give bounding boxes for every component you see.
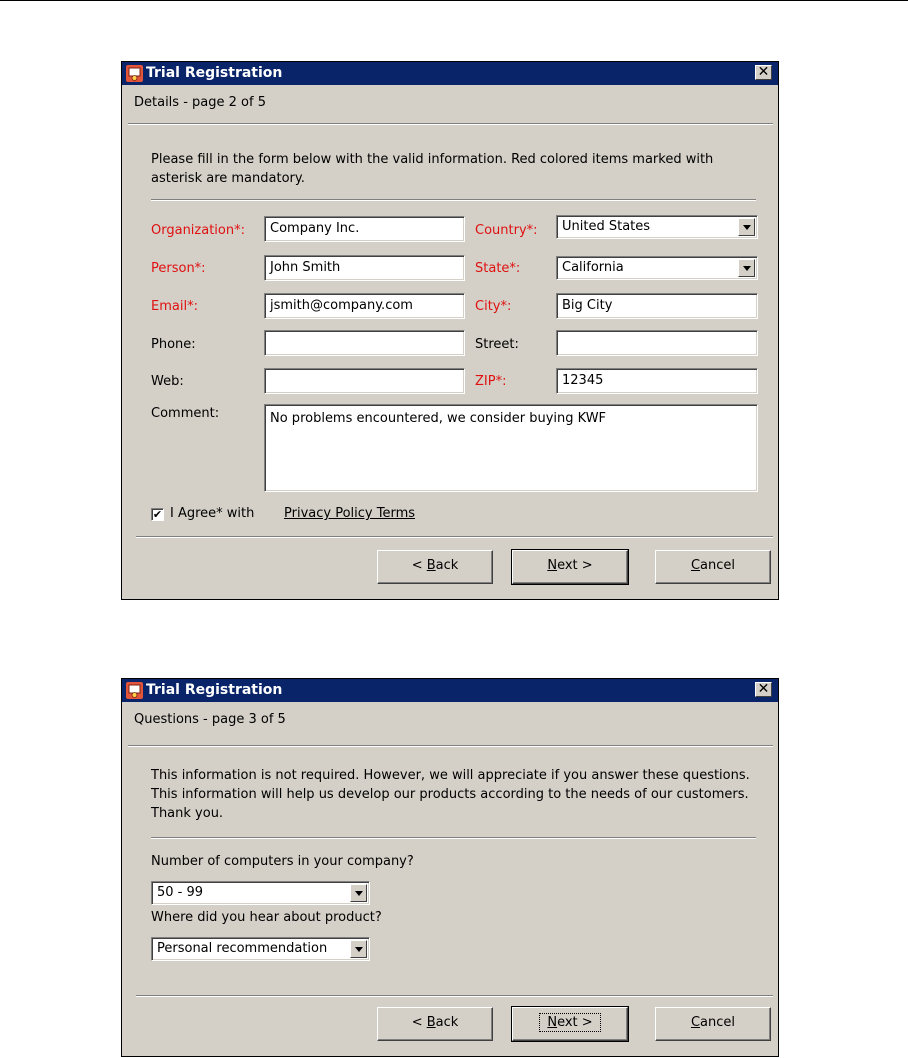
privacy-policy-link[interactable]: Privacy Policy Terms: [284, 506, 416, 521]
back-button[interactable]: < Back: [377, 550, 493, 584]
person-label: Person*:: [151, 261, 206, 276]
header-divider: [128, 123, 773, 125]
app-registration-icon: [126, 65, 143, 82]
computers-question-label: Number of computers in your company?: [151, 854, 414, 869]
footer-divider: [136, 536, 773, 538]
chevron-down-icon[interactable]: [738, 259, 755, 277]
page-subtitle: Questions - page 3 of 5: [134, 712, 286, 727]
state-value: California: [562, 260, 624, 275]
chevron-down-icon[interactable]: [350, 884, 367, 902]
title-bar[interactable]: [122, 62, 778, 85]
organization-label: Organization*:: [151, 223, 245, 238]
email-input[interactable]: jsmith@company.com: [264, 293, 465, 319]
trial-registration-details-dialog: [121, 61, 779, 600]
email-label: Email*:: [151, 299, 198, 314]
chevron-down-icon[interactable]: [738, 218, 755, 236]
intro-divider: [151, 199, 756, 201]
close-icon[interactable]: ✕: [755, 682, 772, 697]
next-button[interactable]: Next >: [512, 550, 628, 584]
source-select[interactable]: [151, 937, 370, 961]
zip-label: ZIP*:: [475, 374, 507, 389]
phone-label: Phone:: [151, 337, 196, 352]
street-label: Street:: [475, 337, 519, 352]
source-value: Personal recommendation: [157, 941, 328, 956]
instructions-text: Please fill in the form below with the valid information. Red colored items marked with asterisk are mandatory.: [151, 152, 714, 186]
title-bar[interactable]: [122, 679, 778, 702]
country-select[interactable]: [556, 215, 758, 239]
comment-textarea[interactable]: No problems encountered, we consider buying KWF: [264, 404, 758, 492]
city-label: City*:: [475, 299, 512, 314]
source-question-label: Where did you hear about product?: [151, 910, 382, 925]
comment-label: Comment:: [151, 406, 220, 421]
state-label: State*:: [475, 261, 521, 276]
window-title: Trial Registration: [146, 682, 283, 698]
app-registration-icon: [126, 682, 143, 699]
header-divider: [128, 745, 773, 747]
top-rule: [0, 0, 908, 1]
country-value: United States: [562, 219, 651, 234]
web-label: Web:: [151, 374, 184, 389]
agree-label[interactable]: I Agree* with: [170, 506, 255, 521]
intro-divider: [151, 837, 756, 839]
footer-divider: [136, 995, 773, 997]
trial-registration-questions-dialog: [121, 678, 779, 1057]
agree-checkbox[interactable]: ✔: [152, 508, 163, 521]
street-input[interactable]: [556, 330, 758, 356]
person-input[interactable]: John Smith: [264, 255, 465, 281]
next-button[interactable]: Next >: [512, 1007, 628, 1041]
computers-value: 50 - 99: [157, 885, 204, 900]
computers-select[interactable]: [151, 881, 370, 905]
state-select[interactable]: [556, 256, 758, 280]
web-input[interactable]: [264, 368, 465, 394]
window-title: Trial Registration: [146, 65, 283, 81]
cancel-button[interactable]: Cancel: [655, 550, 771, 584]
chevron-down-icon[interactable]: [350, 940, 367, 958]
zip-input[interactable]: 12345: [556, 368, 758, 394]
page-subtitle: Details - page 2 of 5: [134, 95, 266, 110]
close-icon[interactable]: ✕: [755, 65, 772, 80]
back-button[interactable]: < Back: [377, 1007, 493, 1041]
instructions-text: This information is not required. However, we will appreciate if you answer these questions. This information will help us develop our products according to the needs of our customers. Thank you.: [151, 768, 750, 821]
organization-input[interactable]: Company Inc.: [264, 216, 465, 242]
country-label: Country*:: [475, 223, 538, 238]
phone-input[interactable]: [264, 330, 465, 356]
cancel-button[interactable]: Cancel: [655, 1007, 771, 1041]
city-input[interactable]: Big City: [556, 293, 758, 319]
